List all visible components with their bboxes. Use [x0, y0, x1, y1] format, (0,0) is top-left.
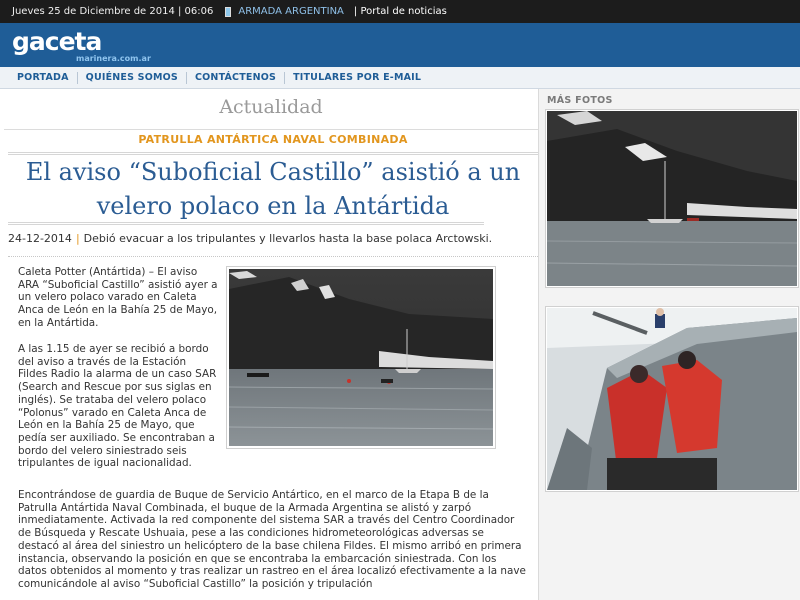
article-paragraph-2: A las 1.15 de ayer se recibió a bordo del aviso a través de la Estación Fildes Radio la alarma de un caso SAR (Search and Rescue por sus siglas en inglés). Se trataba del velero polaco “Polonus” varado en Caleta Anca de León en la Bahía 25 de Mayo, que pedía ser auxiliado. Se encontraban a bordo del velero siniestrado seis tripulantes de igual nacionalidad. [18, 343, 217, 470]
gallery-photo-1[interactable] [545, 109, 799, 288]
nav-divider [186, 72, 187, 84]
nav-divider [284, 72, 285, 84]
main-nav [0, 67, 800, 89]
portal-label: | Portal de noticias [353, 6, 447, 17]
article-area [0, 89, 538, 600]
nav-quienes-somos[interactable]: QUIÉNES SOMOS [85, 72, 178, 83]
site-logo-domain: marinera.com.ar [76, 54, 151, 63]
sidebar-more-photos [538, 89, 800, 600]
nav-portada[interactable]: PORTADA [17, 72, 69, 83]
article-photo[interactable] [226, 266, 496, 449]
article-kicker: PATRULLA ANTÁRTICA NAVAL COMBINADA [138, 133, 408, 146]
nav-titulares-email[interactable]: TITULARES POR E-MAIL [293, 72, 422, 83]
gallery-photo-2[interactable] [545, 306, 799, 492]
nav-divider [77, 72, 78, 84]
article-headline [8, 155, 538, 223]
dateline-separator: | [75, 232, 80, 245]
site-logo[interactable]: gaceta [12, 27, 102, 56]
divider [8, 222, 484, 225]
article-paragraph-3: Encontrándose de guardia de Buque de Servicio Antártico, en el marco de la Etapa B de la Patrulla Antártida Naval Combinada, el buque de la Armada Argentina se alistó y zarpó inmediatamente. Activada la red componente del sistema SAR a través del Centro Coordinador de Búsqueda y Rescate Ushuaia, pese a las condiciones hidrometeorológicas adversas se destacó al área del siniestro un helicóptero de la base chilena Fildes. El mismo arribó en primera instancia, observando la posición en que se encontraba la embarcación siniestrada. Con los datos obtenidos al momento y tras realizar un rastreo en el área localizó efectivamente a la nave comunicándole al aviso “Suboficial Castillo” la posición y tripulación [18, 489, 526, 590]
top-bar [0, 0, 800, 23]
article-paragraph-1: Caleta Potter (Antártida) – El aviso ARA “Suboficial Castillo” asistió ayer a un velero polaco varado en Caleta Anca de León en la Bahía 25 de Mayo, en la Antártida. [18, 266, 218, 329]
anchored-sailboat-photo [547, 111, 797, 286]
headline-line-2: velero polaco en la Antártida [96, 192, 450, 220]
armada-link[interactable]: ARMADA ARGENTINA [238, 6, 344, 17]
section-title: Actualidad [4, 94, 538, 130]
more-photos-label: MÁS FOTOS [547, 95, 613, 106]
article-date: 24-12-2014 [8, 232, 72, 245]
divider [8, 256, 538, 257]
antarctic-bay-photo [229, 269, 493, 446]
current-date: Jueves 25 de Diciembre de 2014 | 06:06 [12, 6, 214, 17]
site-header [0, 23, 800, 67]
flag-icon [225, 7, 231, 17]
nav-contactenos[interactable]: CONTÁCTENOS [194, 72, 277, 83]
article-dateline [8, 232, 538, 245]
rescue-crew-photo [547, 308, 797, 490]
headline-line-1: El aviso “Suboficial Castillo” asistió a un [25, 158, 521, 186]
article-subtitle: Debió evacuar a los tripulantes y llevarlos hasta la base polaca Arctowski. [83, 232, 493, 245]
